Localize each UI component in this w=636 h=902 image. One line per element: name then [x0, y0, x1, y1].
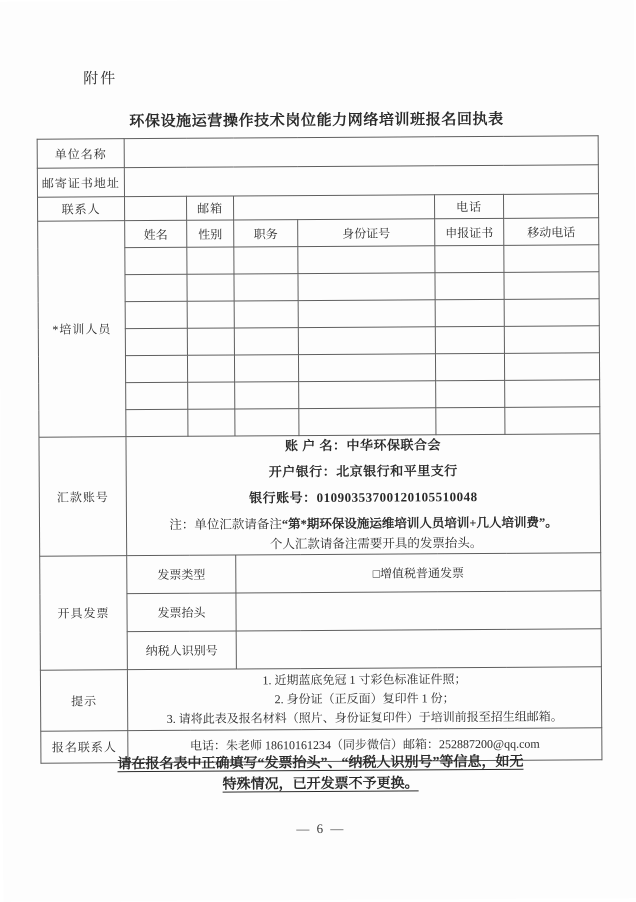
trainee-cell	[435, 353, 504, 380]
trainee-cell	[125, 328, 187, 355]
remittance-row	[39, 434, 601, 556]
unit-name-row	[37, 136, 598, 168]
tips-label: 提示	[40, 670, 127, 732]
tip-item-3: 3. 请将此表及报名材料（照片、身份证复印件）于培训前报至招生组邮箱。	[166, 709, 563, 726]
footer-note-line2: 特殊情况，已开发票不予更换。	[222, 776, 419, 793]
trainee-cell	[234, 301, 298, 328]
trainee-cell	[126, 382, 188, 409]
trainee-cell	[435, 245, 504, 272]
trainee-cell	[125, 274, 187, 301]
trainee-cell	[298, 246, 435, 274]
remittance-note-prefix: 注：单位汇款请备注	[169, 517, 282, 532]
col-header-certificate: 申报证书	[435, 218, 504, 245]
trainee-cell	[298, 300, 435, 328]
trainee-cell	[436, 380, 505, 407]
registration-contact-label: 报名联系人	[41, 731, 128, 764]
attachment-label: 附件	[83, 71, 118, 88]
contact-phone-label: 电话	[434, 194, 503, 218]
page-title: 环保设施运营操作技术岗位能力网络培训班报名回执表	[129, 111, 504, 131]
unit-name-label: 单位名称	[37, 139, 124, 169]
contact-email-label: 邮箱	[186, 196, 233, 220]
col-header-id-number: 身份证号	[298, 219, 435, 247]
col-header-mobile: 移动电话	[504, 218, 599, 246]
trainee-cell	[187, 274, 234, 301]
trainee-cell	[234, 328, 298, 355]
trainee-cell	[299, 381, 436, 409]
registration-form-table	[37, 135, 603, 763]
trainee-cell	[298, 273, 435, 301]
tips-content	[127, 667, 601, 731]
trainee-cell	[188, 382, 235, 409]
trainee-cell	[504, 326, 599, 354]
remittance-note-bold: “第*期环保设施运维培训人员培训+几人培训费”。	[281, 515, 558, 532]
trainee-cell	[234, 274, 298, 301]
tips-row	[40, 667, 601, 731]
trainee-cell	[125, 301, 187, 328]
trainees-label: *培训人员	[38, 221, 126, 438]
trainee-cell	[298, 354, 435, 382]
trainee-cell	[125, 247, 187, 274]
taxpayer-id-value-cell	[236, 629, 601, 669]
trainee-cell	[126, 409, 188, 436]
contact-phone-cell	[503, 194, 598, 219]
trainee-cell	[299, 408, 436, 436]
trainee-cell	[188, 409, 235, 436]
remittance-content	[126, 434, 601, 556]
invoice-type-label: 发票类型	[127, 555, 236, 594]
trainee-cell	[504, 245, 599, 273]
top-rows	[37, 136, 599, 221]
tip-item-1: 1. 近期蓝底免冠 1 寸彩色标准证件照；	[262, 671, 467, 687]
mailing-address-value-cell	[124, 165, 598, 197]
trainee-cell	[435, 272, 504, 299]
trainee-cell	[504, 272, 599, 300]
invoice-type-row	[40, 553, 601, 594]
trainee-cell	[436, 407, 505, 434]
trainee-cell	[235, 409, 299, 436]
remittance-note-line1	[129, 512, 598, 535]
contact-name-cell	[124, 196, 186, 220]
page-number: — 6 —	[296, 820, 346, 837]
trainee-cell	[435, 326, 504, 353]
remittance-account-name: 账 户 名：中华环保联合会	[284, 437, 442, 454]
trainee-cell	[187, 328, 234, 355]
bottom-rows	[39, 434, 602, 763]
invoice-label: 开具发票	[40, 556, 128, 671]
unit-name-value-cell	[124, 136, 598, 168]
contact-label: 联系人	[38, 197, 125, 222]
trainee-cell	[505, 407, 600, 435]
col-header-name: 姓名	[125, 220, 187, 247]
trainee-cell	[505, 380, 600, 408]
col-header-position: 职务	[234, 220, 298, 247]
col-header-gender: 性别	[187, 220, 234, 247]
remittance-note-line2: 个人汇款请备注需要开具的发票抬头。	[269, 535, 483, 552]
registration-contact-value: 电话：朱老师 18610161234（同步微信）邮箱：252887200@qq.com	[128, 728, 602, 763]
invoice-type-value: □增值税普通发票	[236, 553, 601, 593]
contact-row	[38, 194, 599, 221]
taxpayer-id-label: 纳税人识别号	[127, 631, 236, 670]
trainee-cell	[187, 247, 234, 274]
trainee-tbody	[38, 218, 600, 437]
mailing-address-row	[37, 165, 598, 197]
invoice-title-value-cell	[236, 591, 601, 631]
trainee-header-row	[38, 218, 599, 248]
trainee-cell	[187, 355, 234, 382]
trainee-cell	[234, 247, 298, 274]
remittance-label: 汇款账号	[39, 437, 127, 557]
trainee-cell	[235, 382, 299, 409]
trainee-cell	[504, 353, 599, 381]
trainee-cell	[125, 355, 187, 382]
trainee-cell	[234, 355, 298, 382]
remittance-bank: 开户银行：北京银行和平里支行	[268, 463, 458, 480]
remittance-account-number: 银行账号：01090353700120105510048	[249, 489, 478, 506]
trainee-cell	[187, 301, 234, 328]
trainee-cell	[435, 299, 504, 326]
trainee-cell	[298, 327, 435, 355]
mailing-address-label: 邮寄证书地址	[37, 168, 124, 198]
trainee-cell	[504, 299, 599, 327]
invoice-title-label: 发票抬头	[127, 593, 236, 632]
footer-note-line1: 请在报名表中正确填写“发票抬头”、“纳税人识别号”等信息，如无	[117, 754, 524, 773]
tip-item-2: 2. 身份证（正反面）复印件 1 份；	[274, 690, 455, 706]
contact-email-cell	[233, 195, 434, 220]
footer-note	[2, 751, 636, 797]
